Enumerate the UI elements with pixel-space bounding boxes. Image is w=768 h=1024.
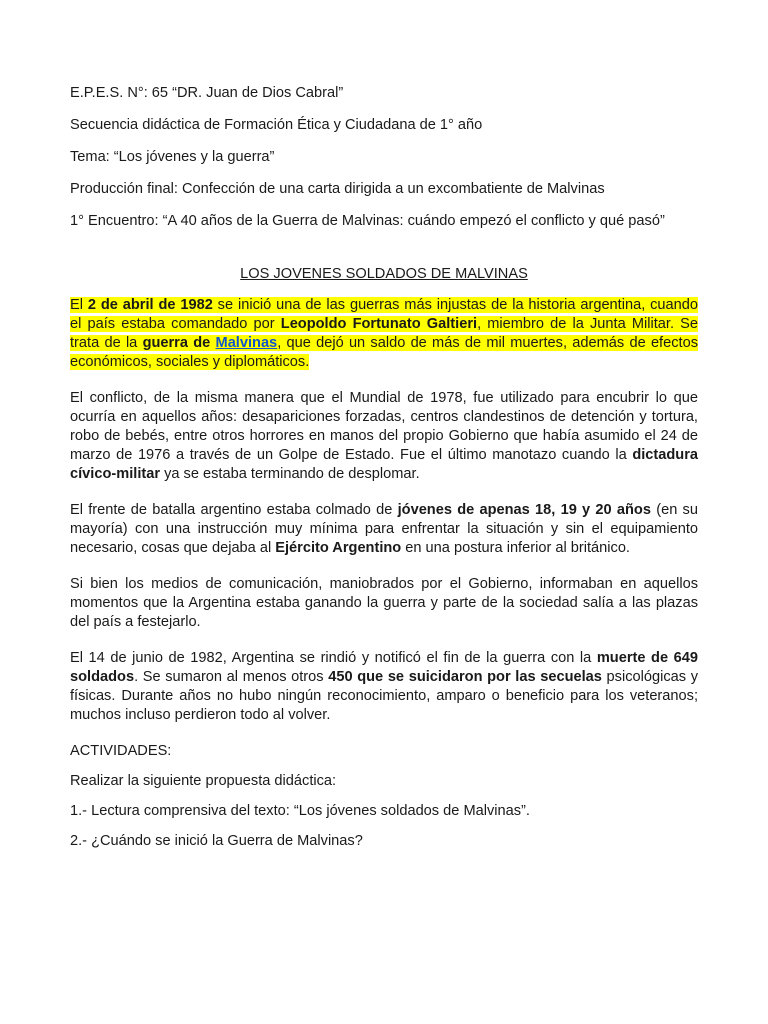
- p2-dictadura: dictadura cívico-militar: [70, 447, 698, 482]
- p5-text-1: El 14 de junio de 1982, Argentina se rindió y notificó el fin de la guerra con la: [70, 650, 597, 666]
- paragraph-5: [70, 649, 698, 725]
- paragraph-3: [70, 501, 698, 558]
- p5-text-2: . Se sumaron al menos otros: [134, 669, 329, 685]
- p3-text-2: (en su mayoría) con una instrucción muy mínima para enfrentar la situación y sin el equipamiento necesario, cosas que dejaba al: [70, 502, 698, 556]
- p3-ejercito: Ejército Argentino: [275, 540, 402, 556]
- activities-intro: Realizar la siguiente propuesta didáctica:: [70, 773, 337, 789]
- p3-jovenes: jóvenes de apenas 18, 19 y 20 años: [397, 502, 651, 518]
- final-product-line: Producción final: Confección de una carta dirigida a un excombatiente de Malvinas: [70, 181, 605, 197]
- p1-guerra: guerra de: [142, 335, 216, 351]
- p5-suicidios: 450 que se suicidaron por las secuelas: [328, 669, 602, 685]
- p3-text-3: en una postura inferior al británico.: [401, 540, 630, 556]
- p1-text-3: , miembro de la Junta Militar. Se trata de la: [70, 316, 698, 351]
- p2-text-2: ya se estaba terminando de desplomar.: [160, 466, 420, 482]
- paragraph-1: [70, 296, 698, 372]
- meeting-line: 1° Encuentro: “A 40 años de la Guerra de Malvinas: cuándo empezó el conflicto y qué pasó”: [70, 213, 665, 229]
- topic-line: Tema: “Los jóvenes y la guerra”: [70, 149, 275, 165]
- p5-muerte: muerte de 649 soldados: [70, 650, 698, 685]
- activity-item: 1.- Lectura comprensiva del texto: “Los jóvenes soldados de Malvinas”.: [70, 803, 530, 819]
- p4-text-1: Si bien los medios de comunicación, maniobrados por el Gobierno, informaban en aquellos momentos que la Argentina estaba ganando la guerra y parte de la sociedad salía a las plazas del país a festejarlo.: [70, 576, 698, 630]
- activities-heading: ACTIVIDADES:: [70, 743, 172, 759]
- school-name: E.P.E.S. N°: 65 “DR. Juan de Dios Cabral”: [70, 85, 344, 101]
- p5-text-3: psicológicas y físicas. Durante años no hubo ningún reconocimiento, amparo o beneficio para los veteranos; muchos incluso perdieron todo al volver.: [70, 669, 698, 723]
- article-title: LOS JOVENES SOLDADOS DE MALVINAS: [240, 266, 528, 282]
- p1-text-1: El: [70, 297, 88, 313]
- p1-galtieri: Leopoldo Fortunato Galtieri: [280, 316, 478, 332]
- p2-text-1: El conflicto, de la misma manera que el Mundial de 1978, fue utilizado para encubrir lo que ocurría en aquellos años: desapariciones forzadas, centros clandestinos de detención y tortura, robo de bebés, entre otros horrores en manos del propio Gobierno que había asumido el 24 de marzo de 1976 a través de un Golpe de Estado. Fue el último manotazo cuando la: [70, 390, 698, 463]
- malvinas-link[interactable]: Malvinas: [215, 335, 278, 351]
- p1-date: 2 de abril de 1982: [87, 297, 213, 313]
- p1-text-4: , que dejó un saldo de más de mil muertes, además de efectos económicos, sociales y diplomáticos.: [70, 335, 698, 370]
- paragraph-2: [70, 389, 698, 484]
- p3-text-1: El frente de batalla argentino estaba colmado de: [70, 502, 398, 518]
- highlight: [70, 297, 698, 370]
- sequence-line: Secuencia didáctica de Formación Ética y Ciudadana de 1° año: [70, 117, 483, 133]
- document-page: [70, 84, 698, 862]
- p1-text-2: se inició una de las guerras más injustas de la historia argentina, cuando el país estaba comandado por: [70, 297, 699, 332]
- activity-item: 2.- ¿Cuándo se inició la Guerra de Malvinas?: [70, 833, 363, 849]
- paragraph-4: [70, 575, 698, 632]
